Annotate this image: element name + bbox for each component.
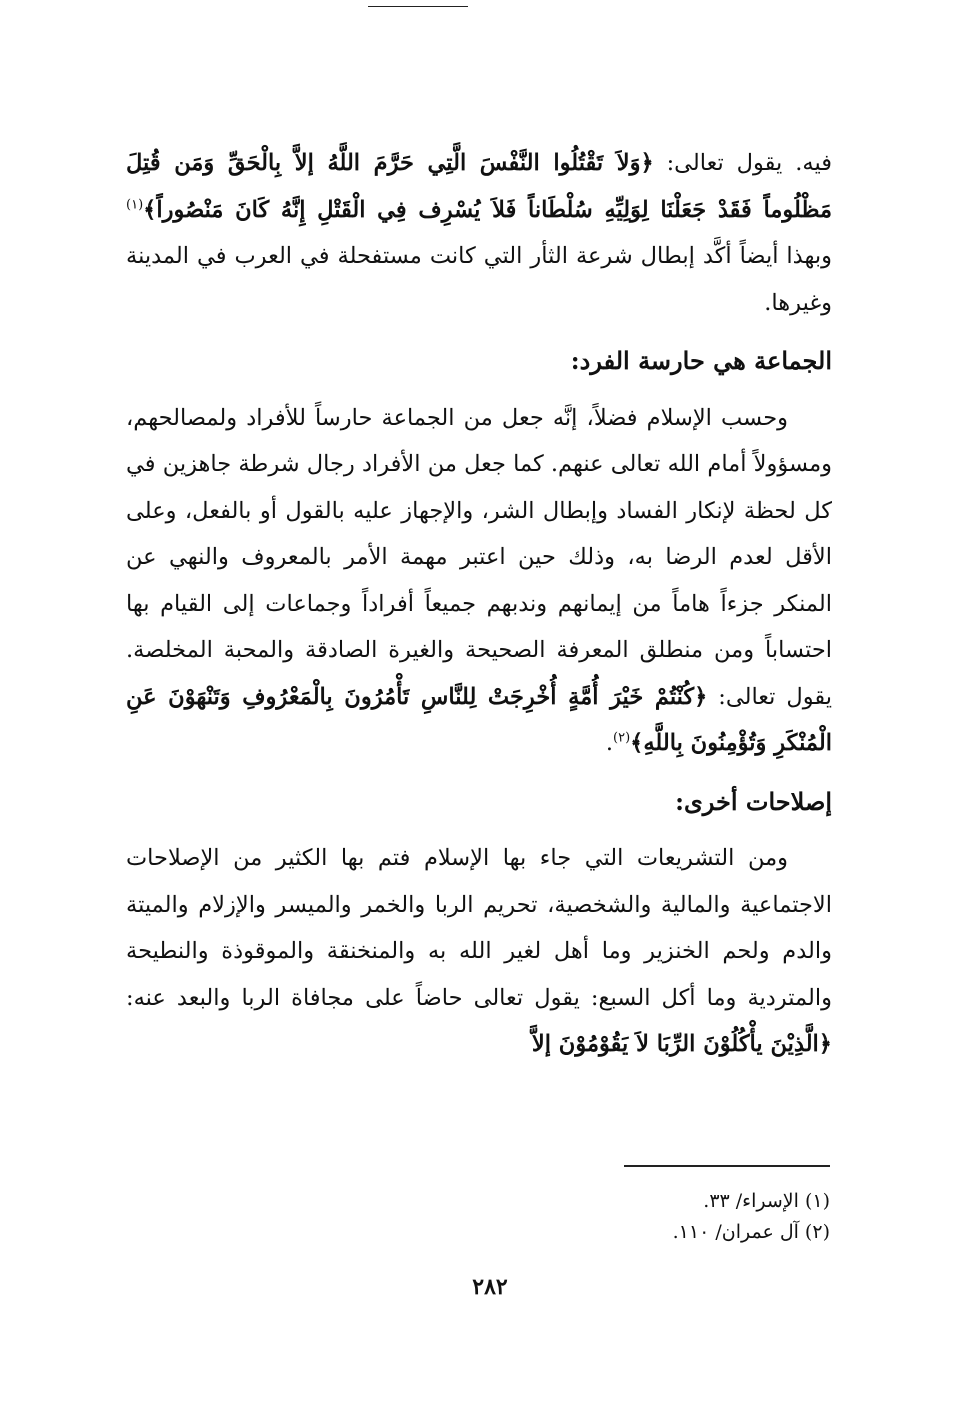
footnote-marker: (١) (126, 197, 144, 212)
footnotes (500, 1186, 830, 1248)
page-number: ٢٨٢ (472, 1274, 508, 1300)
page-body (126, 140, 832, 1068)
paragraph-text: وحسب الإسلام فضلاً، إنَّه جعل من الجماعة حارساً للأفراد ولمصالحهم، ومسؤولاً أمام الله تعالى عنهم. كما جعل من الأفراد رجال شرطة جاهزين في كل لحظة لإنكار الفساد وإبطال الشر، والإجهاز عليه بالقول أو بالفعل، وعلى الأقل لعدم الرضا به، وذلك حين اعتبر مهمة الأمر بالمعروف والنهي عن المنكر جزءاً هاماً من إيمانهم وندبهم جميعاً أفراداً وجماعات إلى القيام بها احتساباً ومن منطلق المعرفة الصحيحة والغيرة الصادقة والمحبة المخلصة. يقول تعالى: (126, 404, 832, 710)
paragraph-text: ومن التشريعات التي جاء بها الإسلام فتم بها الكثير من الإصلاحات الاجتماعية والمالية والشخصية، تحريم الربا والخمر والميسر والإزلام والميتة والدم ولحم الخنزير وما أهل لغير الله به والمنخنقة والموقوذة والنطيحة والمتردية وما أكل السبع: يقول تعالى حاضاً على مجافاة الربا والبعد عنه: (126, 845, 832, 1011)
section-heading-other-reforms: إصلاحات أخرى: (675, 786, 832, 816)
footnote-2: (٢) آل عمران/ ١١٠. (672, 1221, 830, 1243)
top-divider (368, 6, 468, 7)
paragraph-text: وبهذا أيضاً أكَّد إبطال شرعة الثأر التي كانت مستفحلة في العرب في المدينة وغيرها. (126, 243, 832, 316)
paragraph-prohibition-of-killing (126, 140, 832, 326)
quran-verse: ﴿الَّذِيْنَ يأْكُلُوْنَ الرِّبَا لاَ يَقُوْمُوْنَ إلاَّ (531, 1031, 832, 1057)
quran-verse: ﴿وَلاَ تَقْتُلُوا النَّفْسَ الَّتِي حَرَّمَ اللَّهُ إلاَّ بِالْحَقِّ وَمَن قُتِلَ مَظْلُوماً فَقَدْ جَعَلْنَا لِوَلِيِّهِ سُلْطَاناً فَلاَ يُسْرِف فِي الْقَتْلِ إِنَّهُ كَانَ مَنْصُوراً﴾ (126, 150, 832, 223)
footnote-divider (624, 1165, 830, 1167)
paragraph-text: فيه. يقول تعالى: (653, 150, 832, 176)
footnote-1: (١) الإسراء/ ٣٣. (703, 1190, 830, 1212)
paragraph-text: . (605, 730, 614, 756)
footnote-marker: (٢) (613, 730, 631, 746)
paragraph-community-guardian (126, 395, 832, 767)
quran-verse: ﴿كُنْتُمْ خَيْرَ أُمَّةٍ أُخْرِجَتْ لِلنَّاسِ تَأْمُرُونَ بِالْمَعْرُوفِ وَتَنْهَوْنَ عَنِ الْمُنْكَرِ وَتُؤْمِنُونَ بِاللَّهِ﴾ (126, 683, 832, 756)
paragraph-other-reforms (126, 835, 832, 1068)
section-heading-community-guardian: الجماعة هي حارسة الفرد: (570, 346, 832, 375)
